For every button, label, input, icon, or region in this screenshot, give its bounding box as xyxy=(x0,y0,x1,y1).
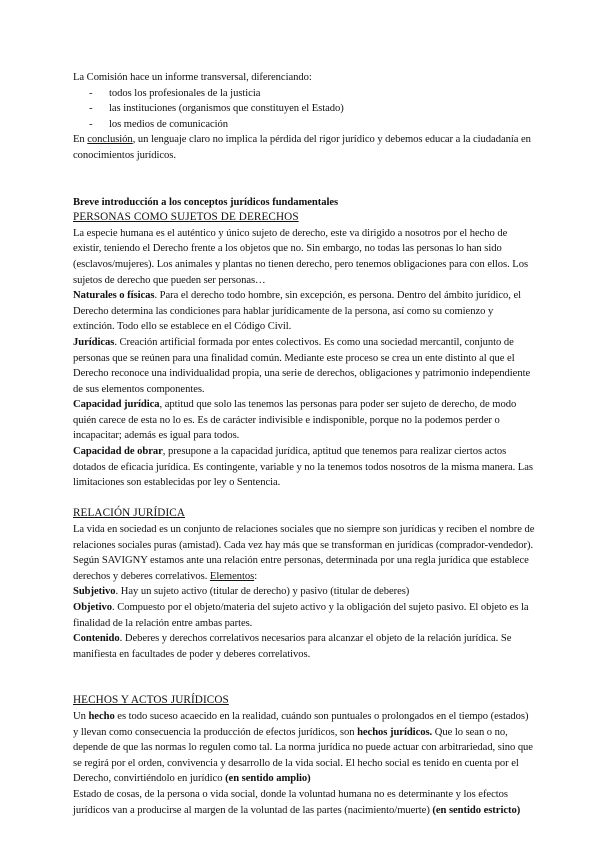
naturales-paragraph xyxy=(73,288,535,335)
term: Naturales o físicas xyxy=(73,290,155,302)
term: Subjetivo xyxy=(73,586,116,598)
text-run: , presupone a la capacidad jurídica, aptitud que tenemos para realizar ciertos actos dotados de eficacia jurídica. Es contingente, variable y no la tenemos todos nosotros de la misma manera. Las limitaciones son establecidas por ley o Sentencia. xyxy=(73,446,533,489)
capacidad-obrar-paragraph xyxy=(73,444,535,491)
spacer xyxy=(73,662,535,693)
term: (en sentido amplio) xyxy=(225,773,311,785)
conclusion-paragraph xyxy=(73,132,535,163)
estado-paragraph xyxy=(73,787,535,818)
text-run: . Para el derecho todo hombre, sin excepción, es persona. Dentro del ámbito jurídico, el Derecho determina las condiciones para hablar jurídicamente de la persona, así como su comienzo y extinción. Todo ello se establece en el Código Civil. xyxy=(73,290,521,333)
term: Capacidad jurídica xyxy=(73,399,160,411)
text-run: . Creación artificial formada por entes colectivos. Es como una sociedad mercantil, conjunto de personas que se reúnen para una finalidad común. Mediante este proceso se crea un ente distinto al que el Derecho reconoce una individualidad propia, una serie de derechos, obligaciones y patrimonio independiente de sus elementos componentes. xyxy=(73,336,531,395)
text-run: , un lenguaje claro no implica la pérdida del rigor jurídico y debemos educar a la ciudadanía en conocimientos jurídicos. xyxy=(73,134,531,161)
contenido-paragraph xyxy=(73,631,535,662)
term: Capacidad de obrar xyxy=(73,446,163,458)
term: (en sentido estricto) xyxy=(432,804,521,816)
hechos-paragraph xyxy=(73,709,535,787)
text-run: Estado de cosas, de la persona o vida social, donde la voluntad humana no es determinante y los efectos jurídicos van a producirse al margen de la voluntad de las partes (nacimiento/muerte) xyxy=(73,788,508,816)
text-run: Un xyxy=(73,710,89,722)
list-item xyxy=(73,117,535,133)
term: Jurídicas xyxy=(73,336,115,348)
spacer xyxy=(73,491,535,507)
text-run: . Deberes y derechos correlativos necesarios para alcanzar el objeto de la relación jurídica. Se manifiesta en facultades de poder y deberes correlativos. xyxy=(73,633,512,660)
list-item xyxy=(73,101,535,117)
term: hecho xyxy=(88,710,115,722)
section-heading-hechos: HECHOS Y ACTOS JURÍDICOS xyxy=(73,694,229,707)
text-run: . Hay un sujeto activo (titular de derecho) y pasivo (titular de deberes) xyxy=(115,586,410,598)
relacion-paragraph xyxy=(73,522,535,584)
list-item-text: los medios de comunicación xyxy=(109,118,229,130)
section-heading-relacion: RELACIÓN JURÍDICA xyxy=(73,507,186,520)
objetivo-paragraph xyxy=(73,600,535,631)
text-run: es todo suceso acaecido en la realidad, cuándo son puntuales o prolongados en el tiempo (estados) y llevan como consecuencia la producción de efectos jurídicos, son xyxy=(73,710,529,738)
personas-paragraph: La especie humana es el auténtico y único sujeto de derecho, este va dirigido a nosotros por el hecho de existir, teniendo el Derecho frente a los objetos que no. Sin embargo, no todas las personas lo han sido (esclavos/mujeres). Los animales y plantas no tienen derecho, pero tenemos obligaciones para con ellos. Los sujetos de derecho que pueden ser personas… xyxy=(73,227,529,286)
section-heading-personas: PERSONAS COMO SUJETOS DE DERECHOS xyxy=(73,211,299,224)
spacer xyxy=(73,164,535,195)
list-item-text: todos los profesionales de la justicia xyxy=(109,87,261,99)
text-run: La vida en sociedad es un conjunto de relaciones sociales que no siempre son jurídicas y reciben el nombre de relaciones sociales puras (amistad). Cada vez hay más que se transforman en jurídicas (comprador-vendedor). Según SAVIGNY estamos ante una relación entre personas, determinada por una regla jurídica que establece derechos y deberes correlativos. xyxy=(73,524,535,582)
term: hechos jurídicos. xyxy=(357,726,433,738)
bullet-dash: - xyxy=(89,118,93,130)
list-item xyxy=(73,86,535,102)
text-run: . Compuesto por el objeto/materia del sujeto activo y la obligación del sujeto pasivo. El objeto es la finalidad de la relación entre ambas partes. xyxy=(73,602,529,629)
section-subtitle: Breve introducción a los conceptos jurídicos fundamentales xyxy=(73,196,339,208)
elementos-word: Elementos xyxy=(209,570,255,582)
bullet-dash: - xyxy=(89,87,93,99)
text-run: , aptitud que solo las tenemos las personas para poder ser sujeto de derecho, de modo quién carece de esta no lo es. Es de carácter indivisible e indisponible, porque no la podemos perder o incapacitar; además es igual para todos. xyxy=(73,399,517,442)
list-item-text: las instituciones (organismos que constituyen el Estado) xyxy=(109,103,344,115)
bullet-dash: - xyxy=(89,103,93,115)
text-run: Que lo sean o no, depende de que las normas lo regulen como tal. La norma jurídica no puede actuar con arbitrariedad, sino que se regirá por el orden, convivencia y desarrollo de la vida social. El hecho social es tenido en cuenta por el Derecho, convirtiéndolo en jurídico xyxy=(73,726,533,785)
subjetivo-paragraph xyxy=(73,584,535,600)
term: Contenido xyxy=(73,633,120,645)
conclusion-word: conclusión xyxy=(87,134,133,146)
juridicas-paragraph xyxy=(73,335,535,397)
text-run: En xyxy=(73,134,88,146)
document-page xyxy=(73,70,535,818)
capacidad-juridica-paragraph xyxy=(73,397,535,444)
text-run: : xyxy=(254,570,258,582)
intro-line: La Comisión hace un informe transversal, diferenciando: xyxy=(73,72,312,83)
intro-list xyxy=(73,86,535,133)
term: Objetivo xyxy=(73,602,113,613)
